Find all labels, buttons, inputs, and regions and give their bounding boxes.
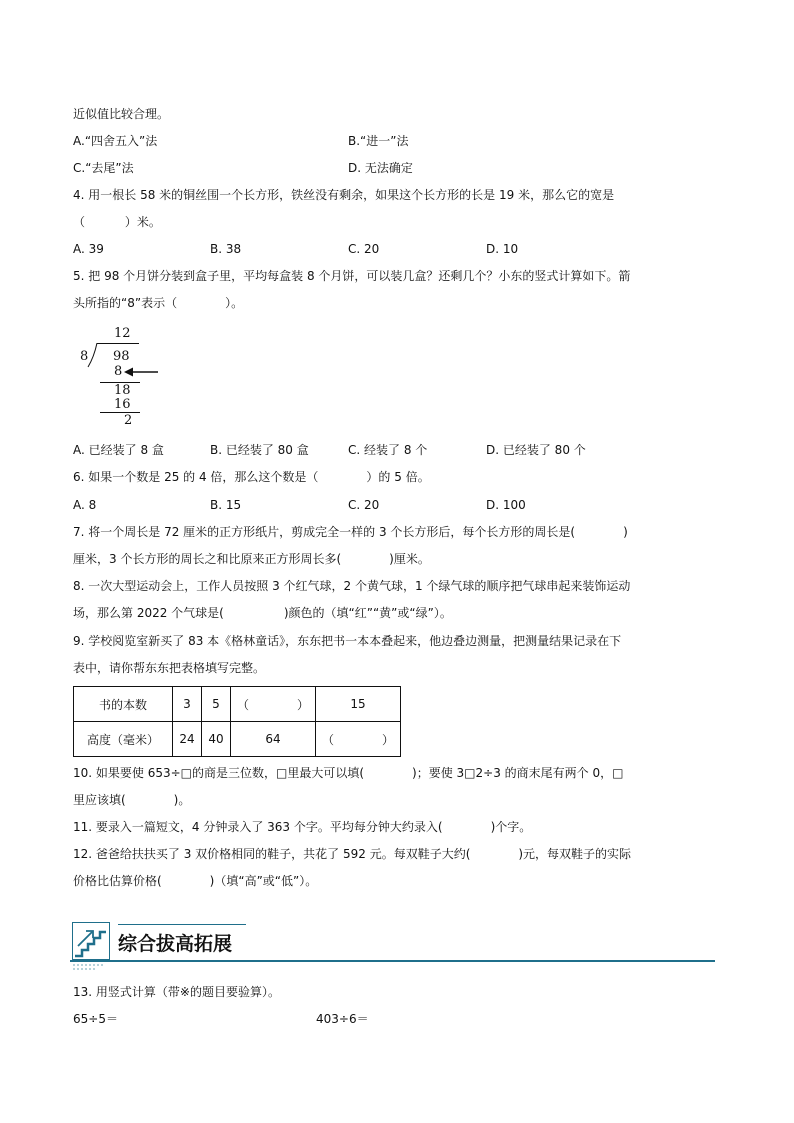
division-remainder: 2: [124, 413, 133, 428]
q13-text: 13. 用竖式计算（带※的题目要验算）。: [73, 985, 280, 999]
division-step2: 18: [114, 383, 131, 398]
q5-text-line1: 5. 把 98 个月饼分装到盒子里，平均每盒装 8 个月饼，可以装几盒？还剩几个？小东的竖式计算如下。箭: [73, 269, 631, 283]
q7-text-line2: 厘米，3 个长方形的周长之和比原来正方形周长多( )厘米。: [73, 552, 430, 566]
stairs-arrow-icon: [72, 922, 110, 960]
division-divisor: 8: [80, 349, 89, 364]
q4-text-line2: （ ）米。: [73, 215, 161, 229]
q6-option-c: C. 20: [348, 498, 380, 512]
q6-text: 6. 如果一个数是 25 的 4 倍，那么这个数是（ ）的 5 倍。: [73, 470, 430, 484]
q5-option-a: A. 已经装了 8 盒: [73, 443, 164, 457]
q9-text-line1: 9. 学校阅览室新买了 83 本《格林童话》，东东把书一本本叠起来，他边叠边测量，把测量结果记录在下: [73, 634, 622, 648]
q5-option-b: B. 已经装了 80 盒: [210, 443, 309, 457]
q6-option-a: A. 8: [73, 498, 97, 512]
q13-expression-2: 403÷6＝: [316, 1012, 369, 1026]
section-title: 综合拔高拓展: [118, 933, 233, 955]
table-row: [74, 722, 401, 757]
table-cell: 15: [316, 687, 401, 722]
q7-text-line1: 7. 将一个周长是 72 厘米的正方形纸片，剪成完全一样的 3 个长方形后，每个长方形的周长是( ): [73, 525, 628, 539]
q12-text-line1: 12. 爸爸给扶扶买了 3 双价格相同的鞋子，共花了 592 元。每双鞋子大约( )元，每双鞋子的实际: [73, 847, 632, 861]
q3-option-d: D. 无法确定: [348, 161, 413, 175]
division-rule-2: [100, 412, 140, 413]
q10-text-line2: 里应该填( )。: [73, 793, 191, 807]
q3-option-b: B.“进一”法: [348, 134, 409, 148]
table-cell-blank[interactable]: （ ）: [316, 722, 401, 757]
table-cell: 40: [202, 722, 231, 757]
table-cell: 3: [173, 687, 202, 722]
q6-option-b: B. 15: [210, 498, 242, 512]
q9-text-line2: 表中，请你帮东东把表格填写完整。: [73, 661, 266, 675]
dot-pattern-icon: [72, 962, 112, 972]
division-dividend: 98: [113, 349, 130, 364]
table-row-label: 书的本数: [74, 687, 173, 722]
q12-text-line2: 价格比估算价格( )（填“高”或“低”）。: [73, 874, 318, 888]
q4-option-c: C. 20: [348, 242, 380, 256]
q11-text: 11. 要录入一篇短文，4 分钟录入了 363 个字。平均每分钟大约录入( )个字。: [73, 820, 532, 834]
table-row: [74, 687, 401, 722]
section-top-rule: [118, 924, 246, 925]
q8-text-line1: 8. 一次大型运动会上，工作人员按照 3 个红气球，2 个黄气球，1 个绿气球的顺序把气球串起来装饰运动: [73, 579, 631, 593]
q5-option-d: D. 已经装了 80 个: [486, 443, 586, 457]
section-divider: [70, 960, 715, 962]
division-quotient: 12: [114, 326, 131, 341]
table-cell: 5: [202, 687, 231, 722]
q8-text-line2: 场，那么第 2022 个气球是( )颜色的（填“红”“黄”或“绿”）。: [73, 606, 452, 620]
q4-text-line1: 4. 用一根长 58 米的铜丝围一个长方形，铁丝没有剩余，如果这个长方形的长是 19 米，那么它的宽是: [73, 188, 615, 202]
q10-text-line1: 10. 如果要使 653÷□的商是三位数，□里最大可以填( )；要使 3□2÷3 的商末尾有两个 0，□: [73, 766, 624, 780]
q3-option-a: A.“四舍五入”法: [73, 134, 158, 148]
table-cell: 64: [231, 722, 316, 757]
q3-continuation: 近似值比较合理。: [73, 107, 170, 121]
table-cell: 24: [173, 722, 202, 757]
q4-option-a: A. 39: [73, 242, 104, 256]
q4-option-b: B. 38: [210, 242, 242, 256]
q6-option-d: D. 100: [486, 498, 526, 512]
q5-option-c: C. 经装了 8 个: [348, 443, 428, 457]
q5-text-line2: 头所指的“8”表示（ ）。: [73, 296, 244, 310]
division-step1: 8: [114, 364, 123, 379]
q13-expression-1: 65÷5＝: [73, 1012, 118, 1026]
q3-option-c: C.“去尾”法: [73, 161, 134, 175]
q4-option-d: D. 10: [486, 242, 519, 256]
arrow-left-icon: [124, 366, 160, 378]
table-cell-blank[interactable]: （ ）: [231, 687, 316, 722]
division-step3: 16: [114, 397, 131, 412]
division-bar: [97, 343, 139, 344]
measurement-table: [73, 686, 401, 757]
table-row-label: 高度（毫米）: [74, 722, 173, 757]
